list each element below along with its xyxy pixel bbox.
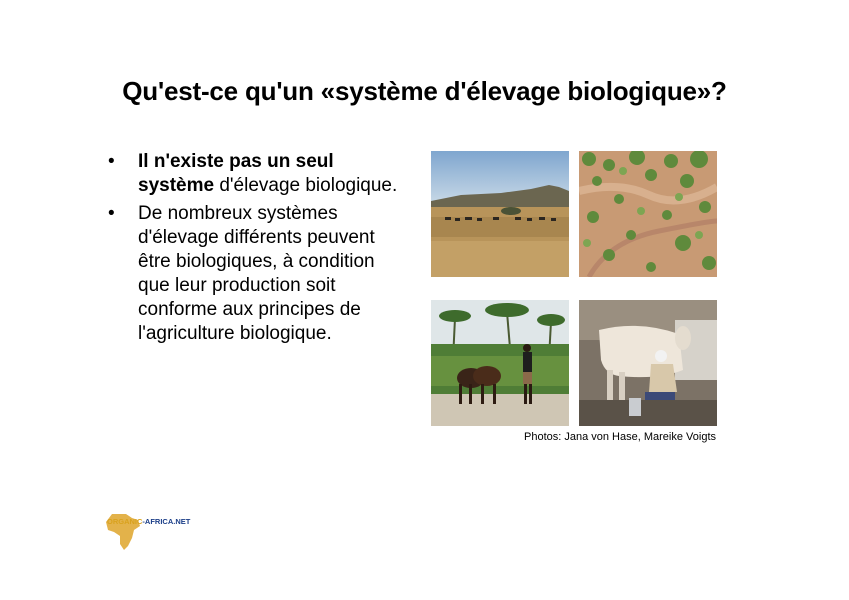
- bullet-text: d'élevage biologique.: [214, 175, 398, 196]
- slide-title: Qu'est-ce qu'un «système d'élevage biologique»?: [122, 76, 727, 106]
- bullet-text: De nombreux systèmes d'élevage différents peuvent être biologiques, à condition que leur production soit conforme aux principes de l'agriculture biologique.: [138, 203, 375, 344]
- organic-africa-logo: [104, 512, 194, 552]
- photo-caption: Photos: Jana von Hase, Mareike Voigts: [524, 431, 716, 443]
- bullet-item: [108, 150, 408, 198]
- photo-savanna-herd: [431, 151, 569, 277]
- logo-text-organic: ORGANIC: [107, 517, 143, 526]
- photo-cattle-herder: [431, 300, 569, 426]
- bullet-marker: •: [108, 151, 115, 172]
- photo-aerial-landscape: [579, 151, 717, 277]
- logo-text: [107, 517, 190, 526]
- logo-text-africa: -AFRICA.NET: [142, 517, 191, 526]
- photo-milking-cow: [579, 300, 717, 426]
- bullet-item: [108, 202, 408, 346]
- bullet-list: [108, 150, 408, 350]
- bullet-marker: •: [108, 203, 115, 224]
- bullet-bold-text: Il n'existe pas un seul système: [138, 151, 334, 196]
